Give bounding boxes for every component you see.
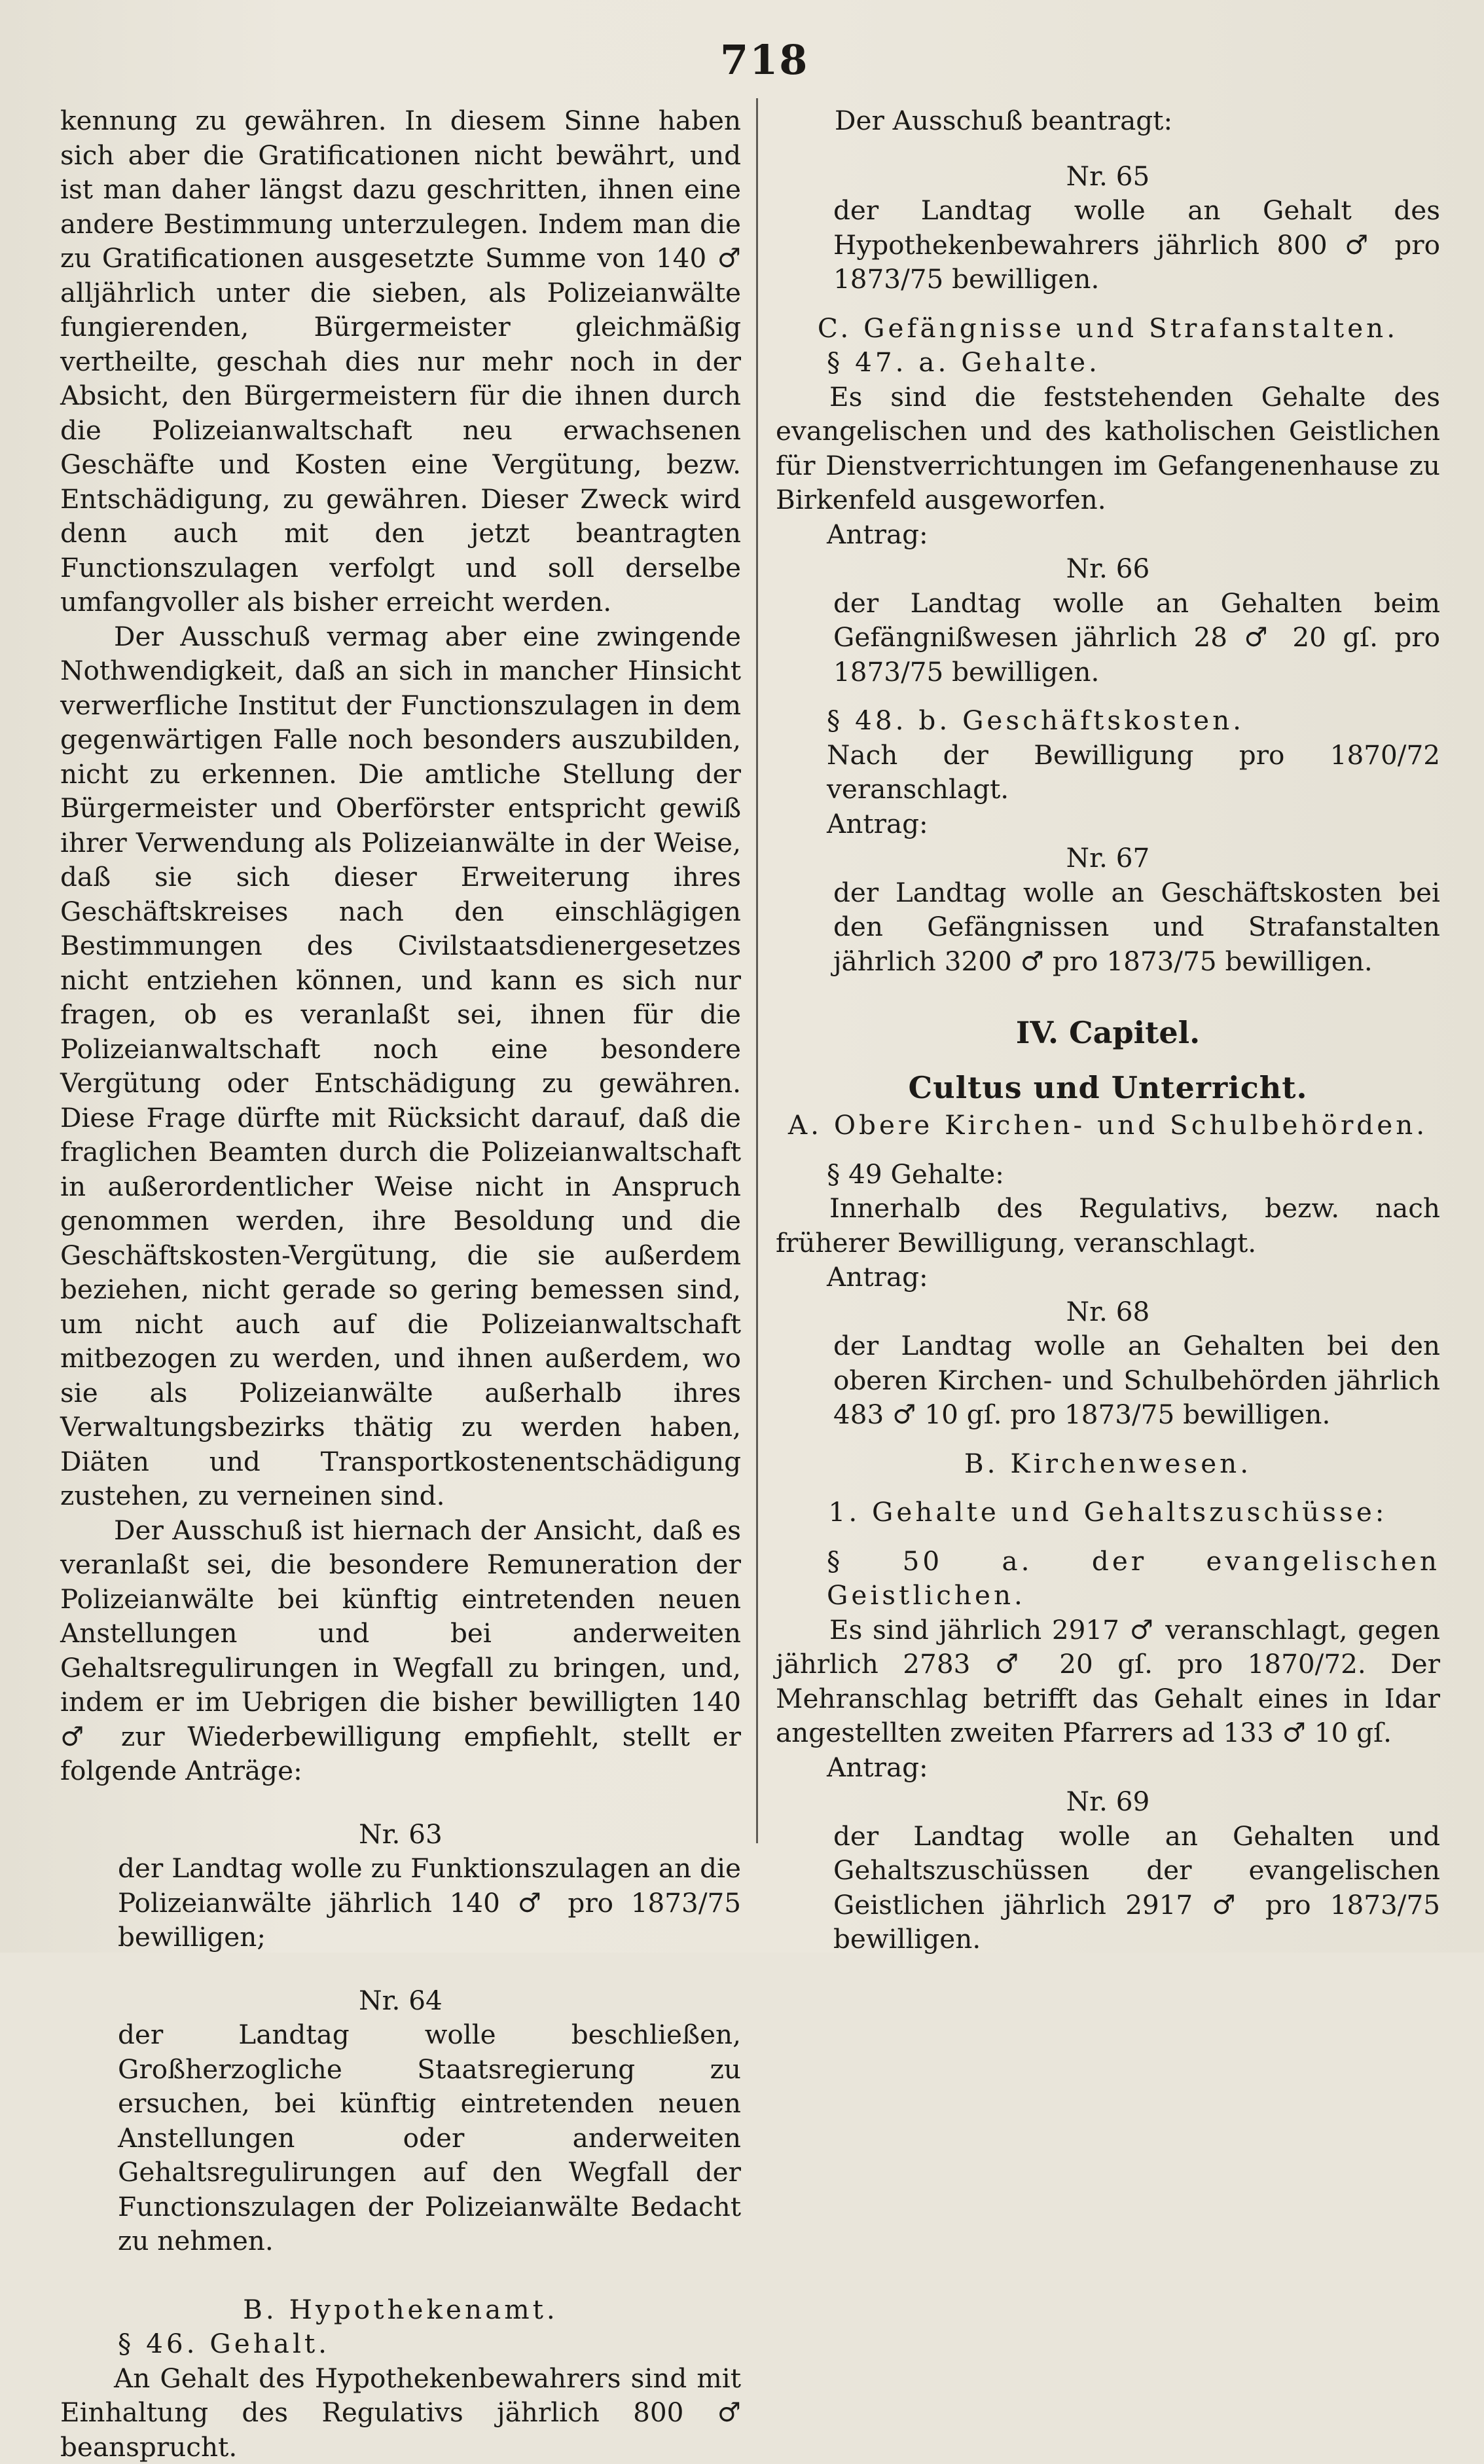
section-heading-gefaengnisse: C. Gefängnisse und Strafanstalten.	[776, 311, 1440, 346]
chapter-heading: IV. Capitel.	[776, 1012, 1440, 1053]
antrag-label-1: Antrag:	[776, 517, 1440, 552]
right-column	[776, 103, 1440, 1957]
page-number: 718	[720, 36, 799, 84]
motion-67-number: Nr. 67	[776, 841, 1440, 875]
motion-63-number: Nr. 63	[60, 1817, 741, 1852]
motion-64-number: Nr. 64	[60, 1983, 741, 2018]
section-heading-hypothekenamt: B. Hypothekenamt.	[60, 2292, 741, 2327]
motion-65-number: Nr. 65	[776, 159, 1440, 194]
section-heading-kirchenwesen: B. Kirchenwesen.	[776, 1446, 1440, 1481]
paragraph-48-heading: § 48. b. Geschäftskosten.	[776, 703, 1440, 738]
paragraph-committee-view: Der Ausschuß ist hiernach der Ansicht, daß es veranlaßt sei, die besondere Remuneration der Polizeianwälte bei künftig eintretenden neuen Anstellungen und bei anderweiten Gehaltsregulirungen in Wegfall zu bringen, und, indem er im Uebrigen die bisher bewilligten 140 ♂ zur Wiederbewilligung empfiehlt, stellt er folgende Anträge:	[60, 1513, 741, 1788]
paragraph-49-heading: § 49 Gehalte:	[776, 1157, 1440, 1192]
motion-67-text: der Landtag wolle an Geschäftskosten bei den Gefängnissen und Strafanstalten jährlich 3200 ♂ pro 1873/75 bewilligen.	[776, 875, 1440, 979]
paragraph-46-text: An Gehalt des Hypothekenbewahrers sind mit Einhaltung des Regulativs jährlich 800 ♂ beansprucht.	[60, 2361, 741, 2464]
motion-66-number: Nr. 66	[776, 551, 1440, 586]
motion-69-text: der Landtag wolle an Gehalten und Gehaltszuschüssen der evangelischen Geistlichen jährlich 2917 ♂ pro 1873/75 bewilligen.	[776, 1819, 1440, 1957]
motion-63-text: der Landtag wolle zu Funktionszulagen an die Polizeianwälte jährlich 140 ♂ pro 1873/75 bewilligen;	[60, 1851, 741, 1955]
motion-68-text: der Landtag wolle an Gehalten bei den oberen Kirchen- und Schulbehörden jährlich 483 ♂ 10 gſ. pro 1873/75 bewilligen.	[776, 1329, 1440, 1432]
paragraph-46-heading: § 46. Gehalt.	[60, 2326, 741, 2361]
paragraph-necessity: Der Ausschuß vermag aber eine zwingende Nothwendigkeit, daß an sich in mancher Hinsicht verwerfliche Institut der Functionszulagen in dem gegenwärtigen Falle noch besonders auszubilden, nicht zu erkennen. Die amtliche Stellung der Bürgermeister und Oberförster entspricht gewiß ihrer Verwendung als Polizeianwälte in der Weise, daß sie sich dieser Erweiterung ihres Geschäftskreises nach den einschlägigen Bestimmungen des Civilstaatsdienergesetzes nicht entziehen können, und kann es sich nur fragen, ob es veranlaßt sei, ihnen für die Polizeianwaltschaft noch eine besondere Vergütung oder Entschädigung zu gewähren. Diese Frage dürfte mit Rücksicht darauf, daß die fraglichen Beamten durch die Polizeianwaltschaft in außerordentlicher Weise nicht in Anspruch genommen werden, ihre Besoldung und die Geschäftskosten-Vergütung, die sie außerdem beziehen, nicht gerade so gering bemessen sind, um nicht auch auf die Polizeianwaltschaft mitbezogen zu werden, und ihnen außerdem, wo sie als Polizeianwälte außerhalb ihres Verwaltungsbezirks thätig zu werden haben, Diäten und Transportkostenentschädigung zustehen, zu verneinen sind.	[60, 619, 741, 1513]
motion-69-number: Nr. 69	[776, 1784, 1440, 1819]
motion-64-text: der Landtag wolle beschließen, Großherzogliche Staatsregierung zu ersuchen, bei künftig eintretenden neuen Anstellungen oder anderweiten Gehaltsregulirungen auf den Wegfall der Functionszulagen der Polizeianwälte Bedacht zu nehmen.	[60, 2017, 741, 2258]
antrag-label-4: Antrag:	[776, 1750, 1440, 1785]
motion-68-number: Nr. 68	[776, 1295, 1440, 1329]
paragraph-47-heading: § 47. a. Gehalte.	[776, 345, 1440, 380]
left-column	[60, 103, 741, 2464]
antrag-label-3: Antrag:	[776, 1260, 1440, 1295]
paragraph-48-text: Nach der Bewilligung pro 1870/72 veranschlagt.	[776, 738, 1440, 807]
paragraph-47-text: Es sind die feststehenden Gehalte des evangelischen und des katholischen Geistlichen für Dienstverrichtungen im Gefangenenhause zu Birkenfeld ausgeworfen.	[776, 380, 1440, 517]
column-divider	[756, 98, 758, 1843]
committee-intro: Der Ausschuß beantragt:	[776, 103, 1440, 138]
motion-66-text: der Landtag wolle an Gehalten beim Gefängnißwesen jährlich 28 ♂ 20 gſ. pro 1873/75 bewilligen.	[776, 586, 1440, 690]
paragraph-50-text: Es sind jährlich 2917 ♂ veranschlagt, gegen jährlich 2783 ♂ 20 gſ. pro 1870/72. Der Mehranschlag betrifft das Gehalt eines in Idar angestellten zweiten Pfarrers ad 133 ♂ 10 gſ.	[776, 1613, 1440, 1750]
chapter-title: Cultus und Unterricht.	[776, 1067, 1440, 1108]
paragraph-50-heading: § 50 a. der evangelischen Geistlichen.	[776, 1544, 1440, 1613]
section-heading-obere-behoerden: A. Obere Kirchen- und Schulbehörden.	[776, 1108, 1440, 1143]
paragraph-continuation: kennung zu gewähren. In diesem Sinne haben sich aber die Gratificationen nicht bewährt, und ist man daher längst dazu geschritten, ihnen eine andere Bestimmung unterzulegen. Indem man die zu Gratificationen ausgesetzte Summe von 140 ♂ alljährlich unter die sieben, als Polizeianwälte fungierenden, Bürgermeister gleichmäßig vertheilte, geschah dies nur mehr noch in der Absicht, den Bürgermeistern für die ihnen durch die Polizeianwaltschaft neu erwachsenen Geschäfte und Kosten eine Vergütung, bezw. Entschädigung, zu gewähren. Dieser Zweck wird denn auch mit den jetzt beantragten Functionszulagen verfolgt und soll derselbe umfangvoller als bisher erreicht werden.	[60, 103, 741, 619]
antrag-label-2: Antrag:	[776, 807, 1440, 841]
motion-65-text: der Landtag wolle an Gehalt des Hypothekenbewahrers jährlich 800 ♂ pro 1873/75 bewilligen.	[776, 193, 1440, 297]
subsection-gehalte: 1. Gehalte und Gehaltszuschüsse:	[776, 1495, 1440, 1530]
paragraph-49-text: Innerhalb des Regulativs, bezw. nach früherer Bewilligung, veranschlagt.	[776, 1191, 1440, 1260]
